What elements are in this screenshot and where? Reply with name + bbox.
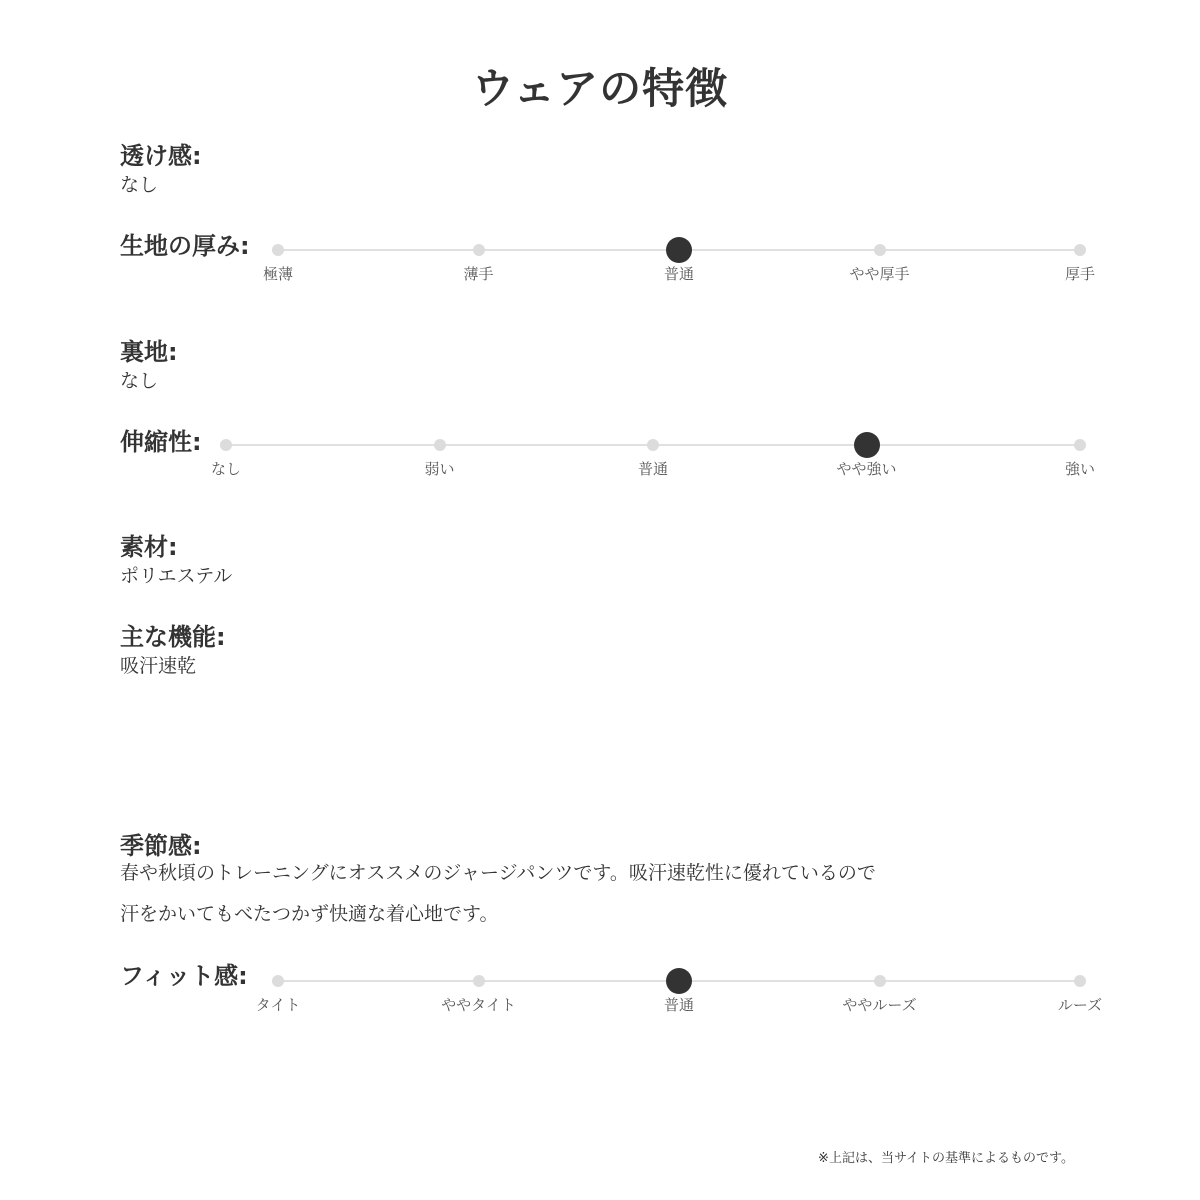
fit-scale-dot (473, 975, 485, 987)
thickness-label: 生地の厚み: (120, 232, 250, 260)
transparency-label: 透け感: (120, 142, 202, 170)
functions-label: 主な機能: (120, 623, 226, 651)
thickness-scale-dot (874, 244, 886, 256)
fit-scale-label: タイト (255, 996, 301, 1014)
thickness-scale-dot (1074, 244, 1086, 256)
thickness-scale-dot (473, 244, 485, 256)
fit-scale-label: ルーズ (1057, 996, 1103, 1014)
thickness-scale-label: やや厚手 (849, 265, 910, 283)
stretch-scale-label: なし (210, 460, 241, 478)
stretch-scale (210, 435, 1095, 478)
stretch-scale-dot (434, 439, 446, 451)
thickness-scale-label: 厚手 (1064, 265, 1095, 283)
footnote: ※上記は、当サイトの基準によるものです。 (818, 1151, 1074, 1166)
fit-selected-marker (666, 968, 692, 994)
thickness-scale-dot (272, 244, 284, 256)
thickness-selected-marker (666, 237, 692, 263)
thickness-scale-label: 薄手 (463, 265, 494, 283)
stretch-scale-label: 普通 (637, 460, 668, 478)
stretch-scale-label: やや強い (836, 460, 897, 478)
season-description: 春や秋頃のトレーニングにオススメのジャージパンツです。吸汗速乾性に優れているので汗をかいてもべたつかず快適な着心地です。 (120, 862, 876, 925)
fit-scale-label: ややタイト (441, 996, 516, 1014)
transparency-value: なし (120, 174, 159, 196)
thickness-scale (262, 240, 1095, 283)
material-value: ポリエステル (120, 565, 233, 587)
lining-label: 裏地: (120, 338, 178, 366)
stretch-scale-dot (220, 439, 232, 451)
stretch-label: 伸縮性: (120, 428, 202, 456)
fit-label: フィット感: (120, 962, 248, 990)
stretch-scale-label: 弱い (424, 460, 455, 478)
fit-scale-dot (1074, 975, 1086, 987)
page-title: ウェアの特徴 (471, 64, 729, 113)
fit-scale-label: ややルーズ (842, 996, 917, 1014)
lining-value: なし (120, 370, 159, 392)
thickness-scale-label: 極薄 (262, 265, 293, 283)
fit-scale-dot (272, 975, 284, 987)
season-label: 季節感: (120, 832, 202, 860)
fit-scale (255, 971, 1103, 1014)
stretch-selected-marker (854, 432, 880, 458)
stretch-scale-dot (647, 439, 659, 451)
fit-scale-dot (874, 975, 886, 987)
fit-scale-label: 普通 (663, 996, 694, 1014)
functions-value: 吸汗速乾 (120, 655, 197, 677)
stretch-scale-label: 強い (1064, 460, 1095, 478)
thickness-scale-label: 普通 (663, 265, 694, 283)
stretch-scale-dot (1074, 439, 1086, 451)
material-label: 素材: (120, 533, 178, 561)
